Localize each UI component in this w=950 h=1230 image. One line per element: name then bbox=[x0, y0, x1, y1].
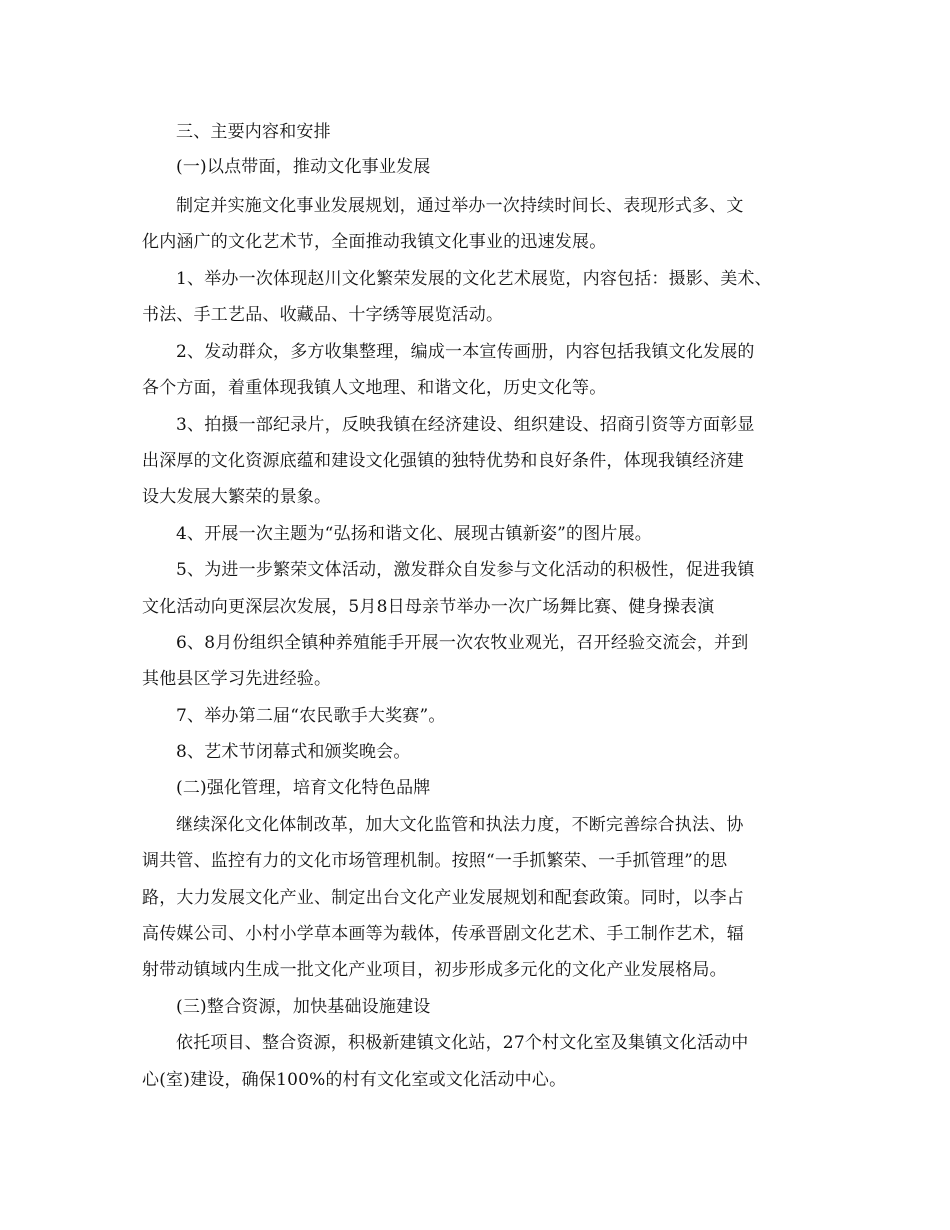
list-item-line: 5、为进一步繁荣文体活动，激发群众自发参与文化活动的积极性，促进我镇 bbox=[176, 560, 755, 580]
list-item-line: 2、发动群众，多方收集整理，编成一本宣传画册，内容包括我镇文化发展的 bbox=[176, 342, 755, 362]
list-item-line: 3、拍摄一部纪录片，反映我镇在经济建设、组织建设、招商引资等方面彰显 bbox=[176, 415, 755, 435]
paragraph-line: 高传媒公司、小村小学草本画等为载体，传承晋剧文化艺术、手工制作艺术，辐 bbox=[142, 924, 744, 944]
list-item-line: 4、开展一次主题为“弘扬和谐文化、展现古镇新姿”的图片展。 bbox=[176, 524, 652, 544]
list-item-line: 8、艺术节闭幕式和颁奖晚会。 bbox=[176, 742, 411, 762]
list-item-line: 文化活动向更深层次发展，5月8日母亲节举办一次广场舞比赛、健身操表演 bbox=[142, 597, 715, 617]
paragraph-line: 心(室)建设，确保100%的村有文化室或文化活动中心。 bbox=[142, 1070, 567, 1090]
paragraph-line: 路，大力发展文化产业、制定出台文化产业发展规划和配套政策。同时，以李占 bbox=[142, 888, 744, 908]
list-item-line: 6、8月份组织全镇种养殖能手开展一次农牧业观光，召开经验交流会，并到 bbox=[176, 633, 749, 653]
list-item-line: 7、举办第二届“农民歌手大奖赛”。 bbox=[176, 706, 446, 726]
list-item-line: 书法、手工艺品、收藏品、十字绣等展览活动。 bbox=[142, 305, 504, 325]
paragraph-line: 依托项目、整合资源，积极新建镇文化站，27个村文化室及集镇文化活动中 bbox=[176, 1033, 749, 1053]
list-item-line: 1、举办一次体现赵川文化繁荣发展的文化艺术展览，内容包括：摄影、美术、 bbox=[176, 269, 772, 289]
list-item-line: 其他县区学习先进经验。 bbox=[142, 669, 332, 689]
paragraph-line: 制定并实施文化事业发展规划，通过举办一次持续时间长、表现形式多、文 bbox=[176, 196, 744, 216]
paragraph-line: 化内涵广的文化艺术节，全面推动我镇文化事业的迅速发展。 bbox=[142, 232, 607, 252]
section-heading: 三、主要内容和安排 bbox=[176, 122, 331, 142]
paragraph-line: 继续深化文化体制改革，加大文化监管和执法力度，不断完善综合执法、协 bbox=[176, 815, 744, 835]
list-item-line: 各个方面，着重体现我镇人文地理、和谐文化，历史文化等。 bbox=[142, 378, 607, 398]
paragraph-line: 调共管、监控有力的文化市场管理机制。按照“一手抓繁荣、一手抓管理”的思 bbox=[142, 851, 728, 871]
subsection-heading: (二)强化管理，培育文化特色品牌 bbox=[176, 778, 431, 798]
subsection-heading: (三)整合资源，加快基础设施建设 bbox=[176, 997, 431, 1017]
paragraph-line: 射带动镇域内生成一批文化产业项目，初步形成多元化的文化产业发展格局。 bbox=[142, 960, 727, 980]
list-item-line: 出深厚的文化资源底蕴和建设文化强镇的独特优势和良好条件，体现我镇经济建 bbox=[142, 451, 744, 471]
list-item-line: 设大发展大繁荣的景象。 bbox=[142, 487, 332, 507]
subsection-heading: (一)以点带面，推动文化事业发展 bbox=[176, 157, 431, 177]
